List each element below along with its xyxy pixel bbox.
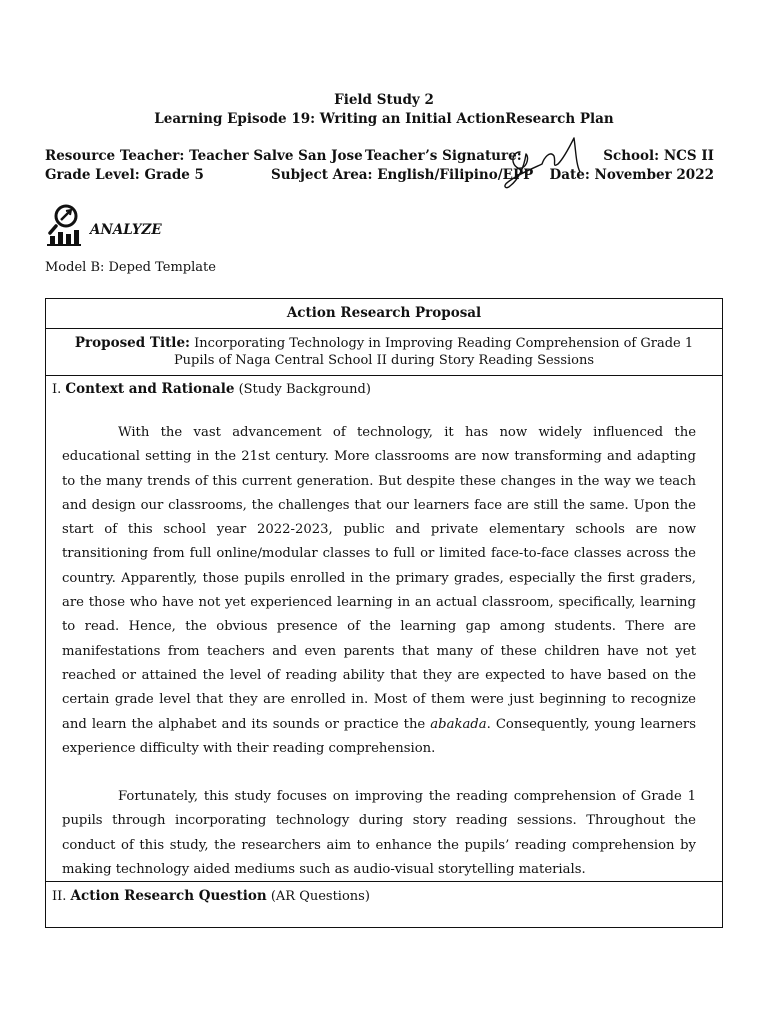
proposed-title-label: Proposed Title: — [74, 335, 191, 351]
context-number: I. — [52, 382, 62, 397]
context-heading: Context and Rationale — [65, 381, 235, 397]
signature-label: Teacher’s Signature: — [365, 148, 522, 164]
context-rationale-section — [46, 376, 722, 882]
proposal-table — [45, 298, 723, 928]
question-number: II. — [52, 889, 67, 904]
question-heading: Action Research Question — [70, 888, 267, 904]
context-paragraph-1 — [52, 421, 696, 761]
grade-level: Grade Level: Grade 5 — [45, 167, 204, 183]
ar-question-section — [46, 882, 722, 929]
paragraph-1-text: With the vast advancement of technology, it has now widely influenced the educational setting in the 21st century. More classrooms are now transforming and adapting to the many trends of this current generation. But despite these changes in the way we teach and design our classrooms, the challenges that our learners face are still the same. Upon the start of this school year 2022-2023, public and private elementary schools are now transitioning from full online/modular classes to full or limited face-to-face classes across the country. Apparently, those pupils enrolled in the primary grades, especially the first graders, are those who have not yet experienced learning in an actual classroom, specifically, learning to read. Hence, the obvious presence of the learning gap among students. There are manifestations from teachers and even parents that many of these children have not yet reached or attained the level of reading ability that they are expected to have based on the certain grade level that they are enrolled in. Most of them were just beginning to recognize and learn the alphabet and its sounds or practice the — [62, 425, 696, 732]
context-subheading: (Study Background) — [238, 382, 371, 397]
proposal-heading: Action Research Proposal — [46, 299, 722, 329]
model-label: Model B: Deped Template — [45, 260, 216, 275]
resource-teacher: Resource Teacher: Teacher Salve San Jose — [45, 148, 363, 164]
analyze-icon — [44, 202, 84, 246]
paragraph-1-italic-term: abakada — [430, 716, 487, 732]
proposed-title-row — [46, 329, 722, 376]
context-paragraph-2: Fortunately, this study focuses on improving the reading comprehension of Grade 1 pupils through incorporating technology during story reading sessions. Throughout the conduct of this study, the researchers aim to enhance the pupils’ reading comprehension by making technology aided mediums such as audio-visual storytelling materials. — [62, 789, 696, 878]
document-title: Field Study 2 — [334, 92, 434, 108]
analyze-label: ANALYZE — [90, 222, 162, 238]
school: School: NCS II — [603, 148, 714, 164]
document-subtitle: Learning Episode 19: Writing an Initial ActionResearch Plan — [154, 111, 614, 127]
question-subheading: (AR Questions) — [270, 889, 370, 904]
subject-area: Subject Area: English/Filipino/EPP — [271, 167, 534, 183]
date: Date: November 2022 — [549, 167, 714, 183]
proposed-title-text: Incorporating Technology in Improving Reading Comprehension of Grade 1 Pupils of Naga Central School II during Story Reading Sessions — [173, 336, 694, 368]
handwritten-signature — [480, 128, 590, 194]
context-heading-line — [52, 380, 696, 399]
paragraph-1-text-end: . Consequently, young learners experience difficulty with their reading comprehension. — [62, 716, 696, 756]
